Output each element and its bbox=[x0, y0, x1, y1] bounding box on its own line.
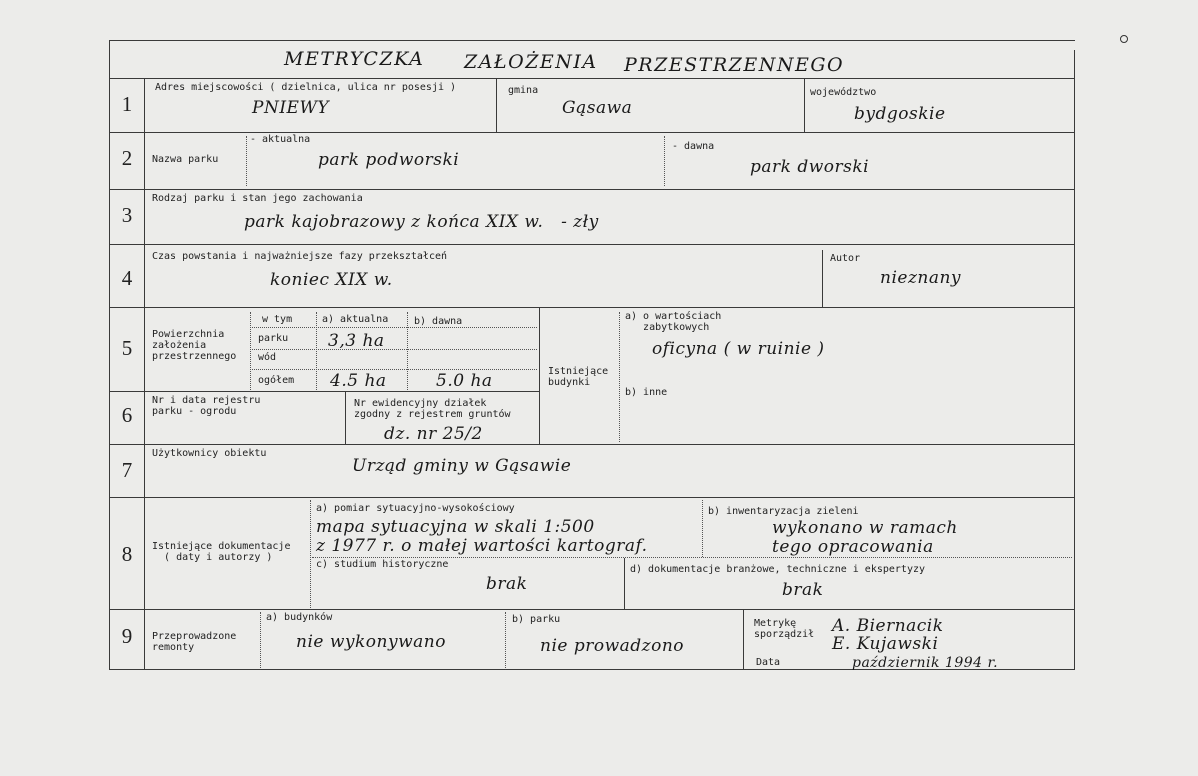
area-label: Powierzchnia założenia przestrzennego bbox=[152, 329, 237, 362]
register-label: Nr i data rejestru parku - ogrodu bbox=[152, 395, 261, 417]
documentation-label: Istniejące dokumentacje ( daty i autorzy ) bbox=[152, 541, 291, 563]
row-number-5: 5 bbox=[121, 336, 133, 360]
technical-docs-label: d) dokumentacje branżowe, techniczne i ekspertyzy bbox=[630, 564, 926, 575]
r8-dot-a bbox=[310, 500, 311, 608]
history-value: koniec XIX w. bbox=[270, 270, 393, 290]
greenery-value-line-1: wykonano w ramach bbox=[772, 518, 958, 538]
area-total-current-value: 4.5 ha bbox=[330, 371, 387, 391]
area-total-label: ogółem bbox=[258, 375, 295, 386]
r9-dot-b bbox=[505, 612, 506, 668]
park-renovations-label: b) parku bbox=[512, 614, 561, 625]
r1-div-b bbox=[804, 78, 805, 132]
date-value: październik 1994 r. bbox=[852, 655, 999, 671]
gmina-value: Gąsawa bbox=[562, 98, 633, 118]
author-value: nieznany bbox=[880, 268, 962, 288]
date-label: Data bbox=[756, 657, 781, 668]
r6-div bbox=[345, 392, 346, 444]
sep-8 bbox=[109, 609, 1075, 610]
other-buildings-label: b) inne bbox=[625, 387, 668, 398]
r1-div-a bbox=[496, 78, 497, 132]
renovations-label: Przeprowadzone remonty bbox=[152, 631, 237, 653]
row-number-4: 4 bbox=[121, 266, 133, 290]
building-renovations-value: nie wykonywano bbox=[296, 632, 446, 652]
voivodeship-value: bydgoskie bbox=[854, 104, 946, 124]
corner-mark bbox=[1120, 35, 1128, 43]
prepared-by-name-1: A. Biernacik bbox=[832, 616, 944, 636]
r5-hdot-1 bbox=[252, 327, 537, 328]
address-label: Adres miejscowości ( dzielnica, ulica nr posesji ) bbox=[155, 82, 457, 93]
prepared-by-label: Metrykę sporządził bbox=[754, 618, 815, 640]
park-type-label: Rodzaj parku i stan jego zachowania bbox=[152, 193, 363, 204]
row-number-9: 9 bbox=[121, 624, 133, 648]
row-number-1: 1 bbox=[121, 92, 133, 116]
area-park-current-value: 3,3 ha bbox=[328, 331, 385, 351]
form-title-3: PRZESTRZENNEGO bbox=[624, 54, 845, 76]
r2-dot-a bbox=[246, 136, 247, 186]
survey-value-line-1: mapa sytuacyjna w skali 1:500 bbox=[316, 517, 595, 537]
form-title-2: ZAŁOŻENIA bbox=[464, 51, 598, 73]
park-name-label: Nazwa parku bbox=[152, 154, 219, 165]
historical-study-label: c) studium historyczne bbox=[316, 559, 449, 570]
sep-6 bbox=[109, 444, 1075, 445]
monument-buildings-value: oficyna ( w ruinie ) bbox=[652, 339, 825, 359]
r5-hdot-3 bbox=[252, 369, 537, 370]
existing-buildings-label: Istniejące budynki bbox=[548, 366, 609, 388]
sep-7 bbox=[109, 497, 1075, 498]
area-park-label: parku bbox=[258, 333, 289, 344]
voivodeship-label: województwo bbox=[810, 87, 877, 98]
r5-hdot-2 bbox=[252, 349, 537, 350]
sep-1 bbox=[109, 132, 1075, 133]
plot-number-value: dz. nr 25/2 bbox=[384, 424, 483, 444]
park-name-former-label: - dawna bbox=[672, 141, 715, 152]
row-number-7: 7 bbox=[121, 458, 133, 482]
greenery-label: b) inwentaryzacja zieleni bbox=[708, 506, 859, 517]
r5-dot-c bbox=[407, 312, 408, 390]
address-value: PNIEWY bbox=[252, 98, 330, 118]
area-water-label: wód bbox=[258, 352, 277, 363]
author-label: Autor bbox=[830, 253, 861, 264]
prepared-by-name-2: E. Kujawski bbox=[832, 634, 939, 654]
r8-div-c bbox=[624, 558, 625, 609]
area-in-which-label: w tym bbox=[262, 314, 293, 325]
r8-dot-b bbox=[702, 500, 703, 557]
building-renovations-label: a) budynków bbox=[266, 612, 333, 623]
r8-hdot bbox=[312, 557, 1072, 558]
plot-number-label: Nr ewidencyjny działek zgodny z rejestrem gruntów bbox=[354, 398, 511, 420]
row-number-3: 3 bbox=[121, 203, 133, 227]
r2-dot-b bbox=[664, 136, 665, 186]
area-former-header: b) dawna bbox=[414, 316, 463, 327]
sep-title bbox=[109, 78, 1075, 79]
park-renovations-value: nie prowadzono bbox=[540, 636, 685, 656]
r5-dot-a bbox=[250, 312, 251, 390]
survey-label: a) pomiar sytuacyjno-wysokościowy bbox=[316, 503, 515, 514]
sep-3 bbox=[109, 244, 1075, 245]
r5-div-buildings bbox=[539, 307, 540, 444]
row-number-2: 2 bbox=[121, 146, 133, 170]
greenery-value-line-2: tego opracowania bbox=[772, 537, 934, 557]
history-label: Czas powstania i najważniejsze fazy przekształceń bbox=[152, 251, 448, 262]
technical-docs-value: brak bbox=[782, 580, 824, 600]
park-name-former-value: park dworski bbox=[750, 157, 870, 177]
frame-top bbox=[109, 40, 1075, 41]
monument-buildings-label: a) o wartościach zabytkowych bbox=[625, 311, 722, 333]
area-total-former-value: 5.0 ha bbox=[436, 371, 493, 391]
frame-right bbox=[1074, 50, 1075, 670]
r5-dot-d bbox=[619, 312, 620, 442]
form-title-1: METRYCZKA bbox=[284, 48, 425, 70]
area-current-header: a) aktualna bbox=[322, 314, 389, 325]
users-label: Użytkownicy obiektu bbox=[152, 448, 267, 459]
r5-dot-b bbox=[316, 312, 317, 390]
row-number-8: 8 bbox=[121, 542, 133, 566]
historical-study-value: brak bbox=[486, 574, 528, 594]
users-value: Urząd gminy w Gąsawie bbox=[352, 456, 572, 476]
gmina-label: gmina bbox=[508, 85, 539, 96]
survey-value-line-2: z 1977 r. o małej wartości kartograf. bbox=[316, 536, 648, 556]
sep-5 bbox=[109, 391, 540, 392]
r9-div bbox=[743, 609, 744, 669]
r9-dot-a bbox=[260, 612, 261, 668]
park-name-current-label: - aktualna bbox=[250, 134, 311, 145]
park-name-current-value: park podworski bbox=[318, 150, 460, 170]
row-number-6: 6 bbox=[121, 403, 133, 427]
sep-4 bbox=[109, 307, 1075, 308]
r4-div bbox=[822, 250, 823, 307]
sep-2 bbox=[109, 189, 1075, 190]
park-type-value: park kajobrazowy z końca XIX w. - zły bbox=[244, 212, 599, 232]
